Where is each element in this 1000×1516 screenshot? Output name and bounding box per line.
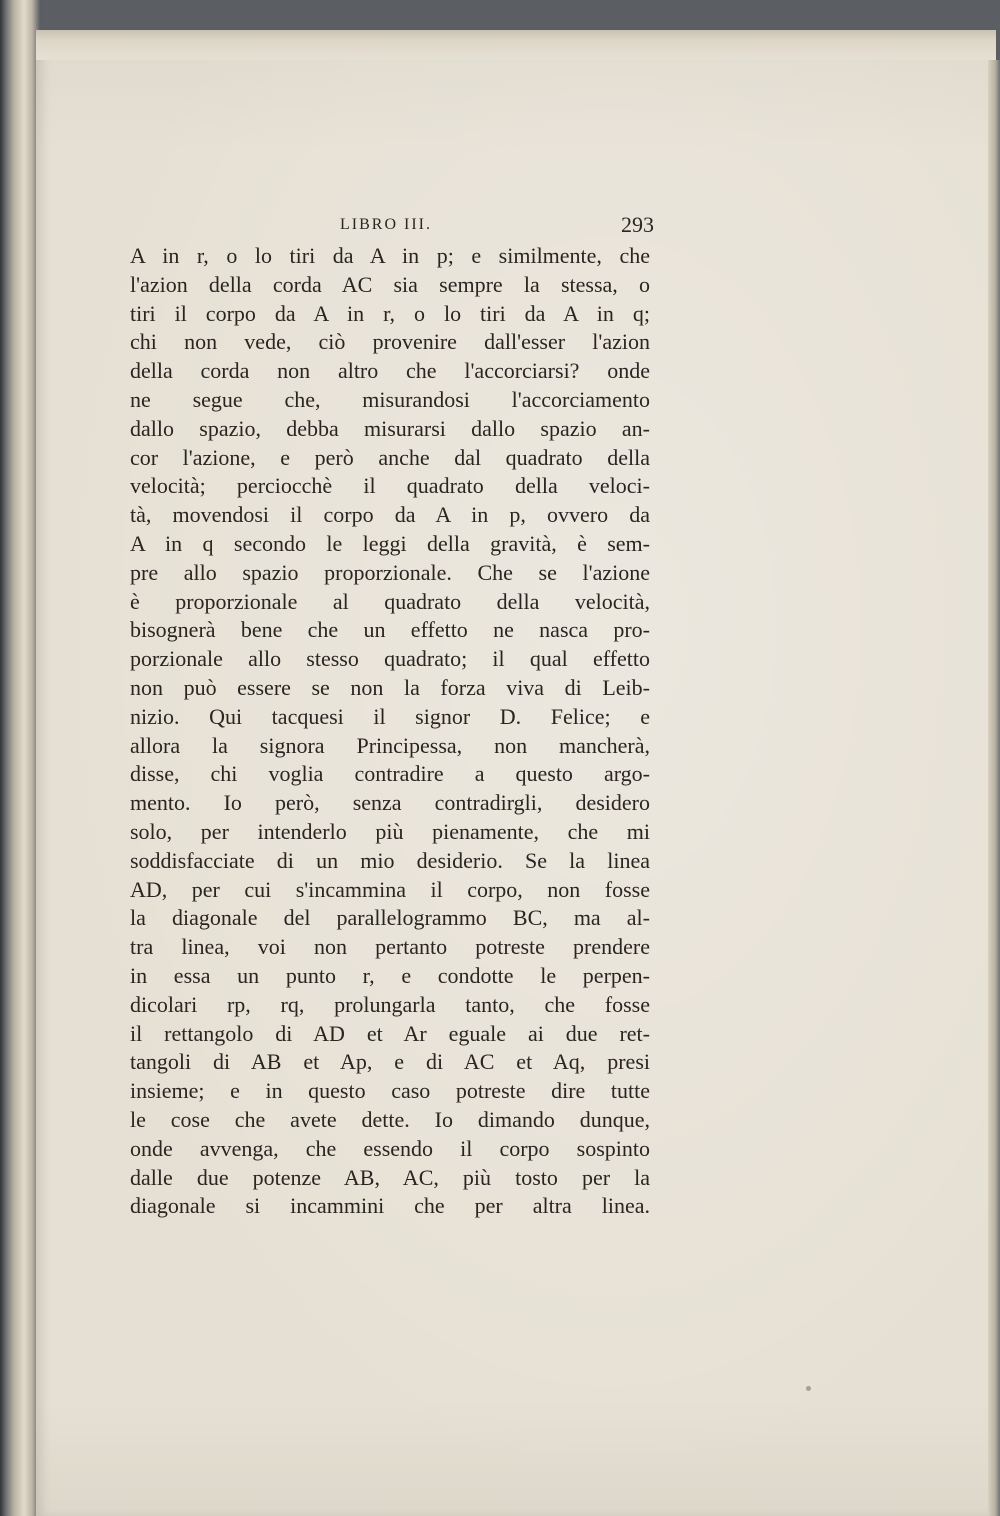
text-line: non può essere se non la forza viva di Leib- <box>130 674 650 700</box>
text-line: nizio. Qui tacquesi il signor D. Felice; e <box>130 703 650 729</box>
text-line: dalle due potenze AB, AC, più tosto per la <box>130 1164 650 1190</box>
paper-speck <box>806 1386 811 1391</box>
text-line: ne segue che, misurandosi l'accorciamento <box>130 386 650 412</box>
text-line: bisognerà bene che un effetto ne nasca pro- <box>130 617 650 643</box>
text-line: è proporzionale al quadrato della velocità, <box>130 588 650 614</box>
text-line: insieme; e in questo caso potreste dire tutte <box>130 1078 650 1104</box>
text-line: il rettangolo di AD et Ar eguale ai due ret- <box>130 1020 650 1046</box>
text-line: dallo spazio, debba misurarsi dallo spazio an- <box>130 415 650 441</box>
page-number: 293 <box>621 212 654 237</box>
text-line: tiri il corpo da A in r, o lo tiri da A in q; <box>130 300 650 326</box>
text-line: l'azion della corda AC sia sempre la stessa, o <box>130 271 650 297</box>
text-line: chi non vede, ciò provenire dall'esser l'azion <box>130 329 650 355</box>
text-line: allora la signora Principessa, non mancherà, <box>130 732 650 758</box>
text-line: tra linea, voi non pertanto potreste prendere <box>130 934 650 960</box>
text-line: la diagonale del parallelogrammo BC, ma al- <box>130 905 650 931</box>
text-line: A in q secondo le leggi della gravità, è sem- <box>130 530 650 556</box>
text-line: A in r, o lo tiri da A in p; e similmente, che <box>130 243 650 268</box>
page-top-edge <box>36 30 996 60</box>
text-line: le cose che avete dette. Io dimando dunque, <box>130 1106 650 1132</box>
running-title: LIBRO III. <box>340 216 432 233</box>
text-line: disse, chi voglia contradire a questo argo- <box>130 761 650 787</box>
text-line: onde avvenga, che essendo il corpo sospinto <box>130 1135 650 1161</box>
text-line: cor l'azione, e però anche dal quadrato della <box>130 444 650 470</box>
text-line: soddisfacciate di un mio desiderio. Se la linea <box>130 847 650 873</box>
body-text <box>130 242 650 1221</box>
text-line: solo, per intenderlo più pienamente, che mi <box>130 818 650 844</box>
page-right-edge <box>988 60 1000 1516</box>
text-line: diagonale si incammini che per altra linea. <box>130 1193 650 1219</box>
text-line: porzionale allo stesso quadrato; il qual effetto <box>130 646 650 672</box>
text-line: pre allo spazio proporzionale. Che se l'azione <box>130 559 650 585</box>
text-line: dicolari rp, rq, prolungarla tanto, che fosse <box>130 991 650 1017</box>
text-line: AD, per cui s'incammina il corpo, non fosse <box>130 876 650 902</box>
text-line: in essa un punto r, e condotte le perpen- <box>130 962 650 988</box>
text-line: mento. Io però, senza contradirgli, desidero <box>130 790 650 816</box>
text-line: tà, movendosi il corpo da A in p, ovvero da <box>130 502 650 528</box>
text-line: della corda non altro che l'accorciarsi? onde <box>130 358 650 384</box>
text-line: velocità; perciocchè il quadrato della veloci- <box>130 473 650 499</box>
text-line: tangoli di AB et Ap, e di AC et Aq, presi <box>130 1049 650 1075</box>
